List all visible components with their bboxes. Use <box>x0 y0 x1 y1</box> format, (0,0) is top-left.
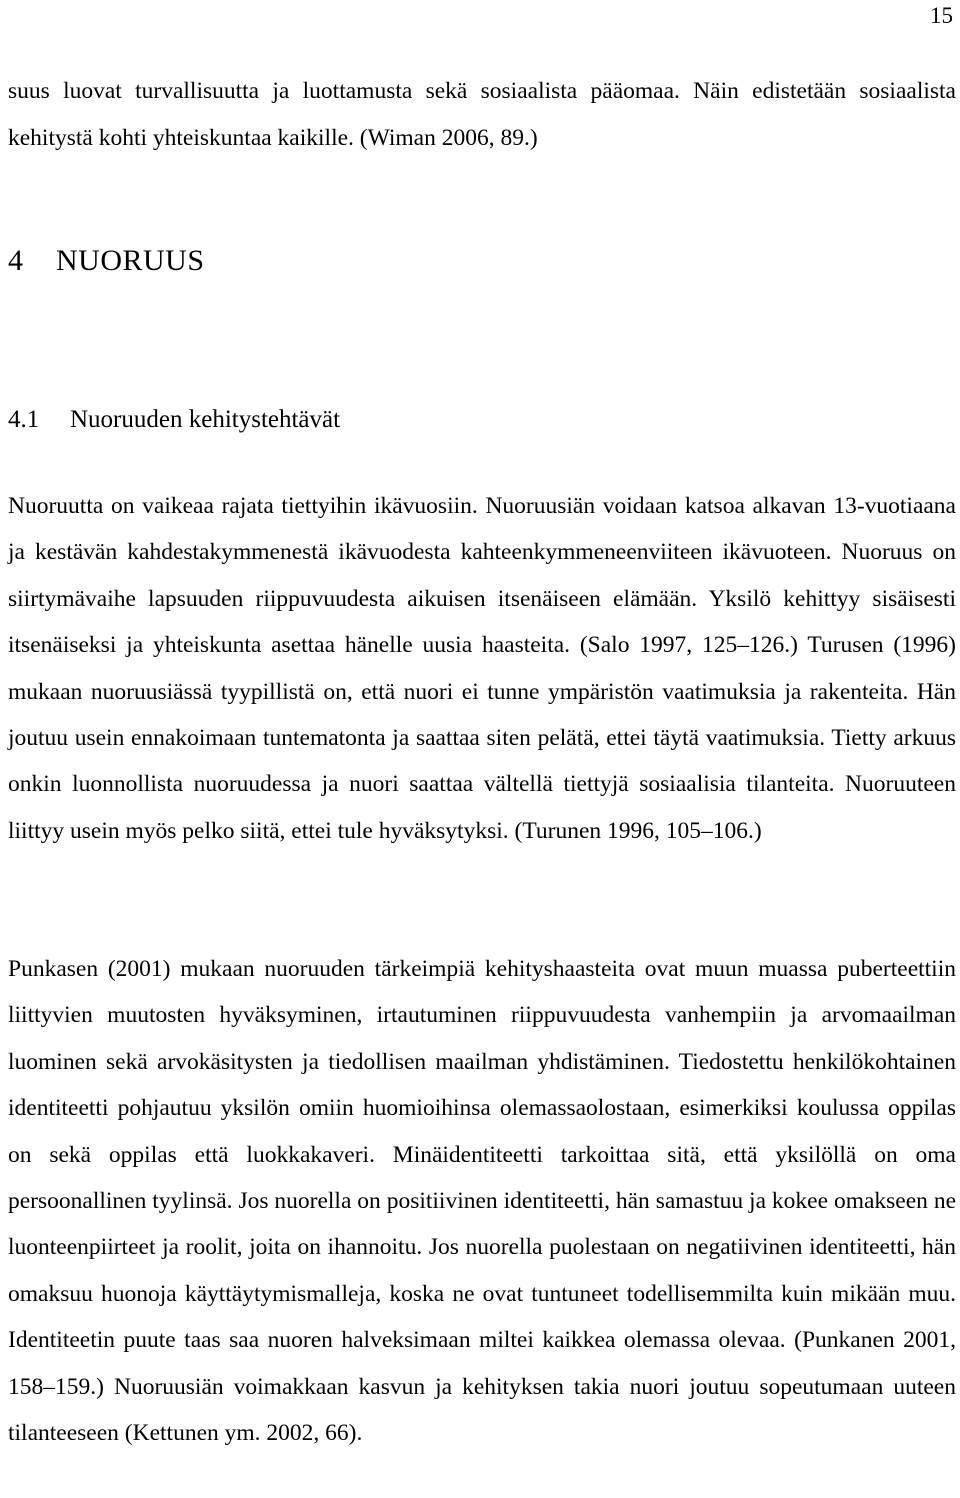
section-heading <box>8 400 956 440</box>
chapter-heading <box>8 239 956 283</box>
paragraph-youth-definition: Nuoruutta on vaikeaa rajata tiettyihin ikävuosiin. Nuoruusiän voidaan katsoa alkavan 13-vuotiaana ja kestävän kahdestakymmenestä ikävuodesta kahteenkymmeneenviiteen ikävuoteen. Nuoruus on siirtymävaihe lapsuuden riippuvuudesta aikuisen itsenäiseen elämään. Yksilö kehittyy sisäisesti itsenäiseksi ja yhteiskunta asettaa hänelle uusia haasteita. (Salo 1997, 125–126.) Turusen (1996) mukaan nuoruusiässä tyypillistä on, että nuori ei tunne ympäristön vaatimuksia ja rakenteita. Hän joutuu usein ennakoimaan tuntematonta ja saattaa siten pelätä, ettei täytä vaatimuksia. Tietty arkuus onkin luonnollista nuoruudessa ja nuori saattaa vältellä tiettyjä sosiaalisia tilanteita. Nuoruuteen liittyy usein myös pelko siitä, ettei tule hyväksytyksi. (Turunen 1996, 105–106.) <box>8 493 956 844</box>
section-title: Nuoruuden kehitystehtävät <box>70 406 341 433</box>
page-number: 15 <box>930 3 953 28</box>
chapter-title: NUORUUS <box>56 244 205 277</box>
paragraph-continuation: suus luovat turvallisuutta ja luottamusta sekä sosiaalista pääomaa. Näin edistetään sosiaalista kehitystä kohti yhteiskuntaa kaikille. (Wiman 2006, 89.) <box>8 78 956 151</box>
paragraph-development-challenges: Punkasen (2001) mukaan nuoruuden tärkeimpiä kehityshaasteita ovat muun muassa puberteettiin liittyvien muutosten hyväksyminen, irtautuminen riippuvuudesta vanhempiin ja arvomaailman luominen sekä arvokäsitysten ja tiedollisen maailman yhdistäminen. Tiedostettu henkilökohtainen identiteetti pohjautuu yksilön omiin huomioihinsa olemassaolostaan, esimerkiksi koulussa oppilas on sekä oppilas että luokkakaveri. Minäidentiteetti tarkoittaa sitä, että yksilöllä on oma persoonallinen tyylinsä. Jos nuorella on positiivinen identiteetti, hän samastuu ja kokee omakseen ne luonteenpiirteet ja roolit, joita on ihannoitu. Jos nuorella puolestaan on negatiivinen identiteetti, hän omaksuu huonoja käyttäytymismalleja, koska ne ovat tuntuneet todellisemmilta kuin mikään muu. Identiteetin puute taas saa nuoren halveksimaan miltei kaikkea olemassa olevaa. (Punkanen 2001, 158–159.) Nuoruusiän voimakkaan kasvun ja kehityksen takia nuori joutuu sopeutumaan uuteen tilanteeseen (Kettunen ym. 2002, 66). <box>8 956 956 1447</box>
section-number: 4.1 <box>8 406 40 433</box>
chapter-number: 4 <box>8 244 24 277</box>
